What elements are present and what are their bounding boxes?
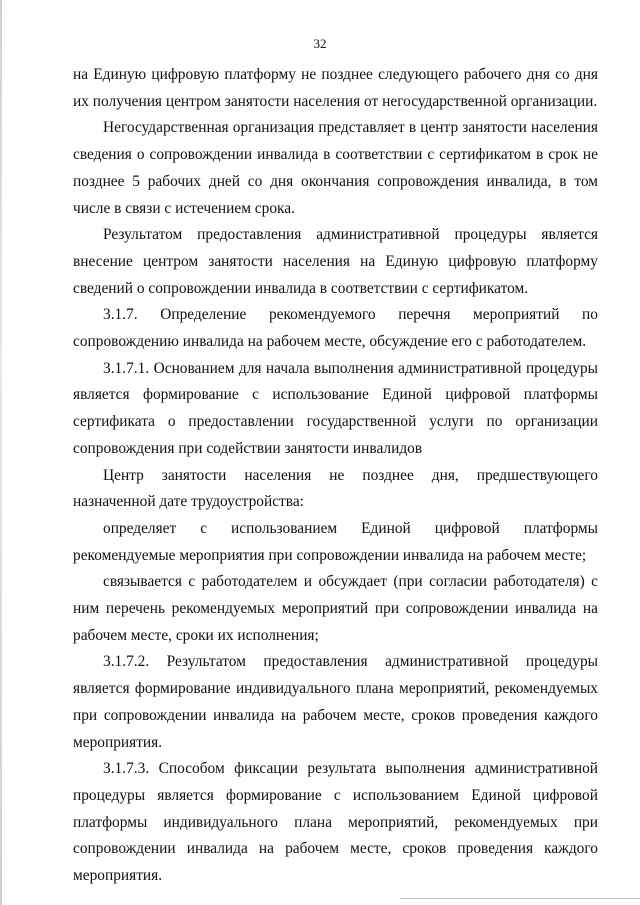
paragraph-section-3-1-7: 3.1.7. Определение рекомендуемого перечня мероприятий по сопровождению инвалида на рабочем месте, обсуждение его с работодателем. [73, 306, 598, 351]
paragraph-determines-measures: определяет с использованием Единой цифровой платформы рекомендуемые мероприятия при сопровождении инвалида на рабочем месте; [73, 519, 598, 564]
paragraph-employment-center: Центр занятости населения не позднее дня, предшествующего назначенной дате трудоустройства: [73, 466, 598, 511]
paragraph-section-3-1-7-1: 3.1.7.1. Основанием для начала выполнения административной процедуры является формирование с использование Единой цифровой платформы сертификата о предоставлении государственной услуги по организации сопровождения при содействии занятости инвалидов [73, 359, 598, 457]
scan-edge-bottom [400, 898, 640, 899]
document-body [73, 62, 598, 890]
paragraph-ngo-report: Негосударственная организация представляет в центр занятости населения сведения о сопровождении инвалида в соответствии с сертификатом в срок не позднее 5 рабочих дней со дня окончания сопровождения инвалида, в том числе в связи с истечением срока. [73, 119, 598, 217]
paragraph-result-entry: Результатом предоставления административной процедуры является внесение центром занятости населения на Единую цифровую платформу сведений о сопровождении инвалида в соответствии с сертификатом. [73, 226, 598, 297]
paragraph-continuation: на Единую цифровую платформу не позднее следующего рабочего дня со дня их получения центром занятости населения от негосударственной организации. [73, 66, 598, 110]
page-number: 32 [313, 36, 327, 51]
paragraph-section-3-1-7-3: 3.1.7.3. Способом фиксации результата выполнения административной процедуры является формирование с использованием Единой цифровой платформы индивидуального плана мероприятий, рекомендуемых при сопровождении инвалида на рабочем месте, сроков проведения каждого мероприятия. [73, 760, 598, 885]
paragraph-section-3-1-7-2: 3.1.7.2. Результатом предоставления административной процедуры является формирование индивидуального плана мероприятий, рекомендуемых при сопровождении инвалида на рабочем месте, сроков проведения каждого мероприятия. [73, 653, 598, 751]
paragraph-contacts-employer: связывается с работодателем и обсуждает (при согласии работодателя) с ним перечень рекомендуемых мероприятий при сопровождении инвалида на рабочем месте, сроки их исполнения; [73, 573, 598, 644]
scan-edge-left [0, 0, 2, 905]
